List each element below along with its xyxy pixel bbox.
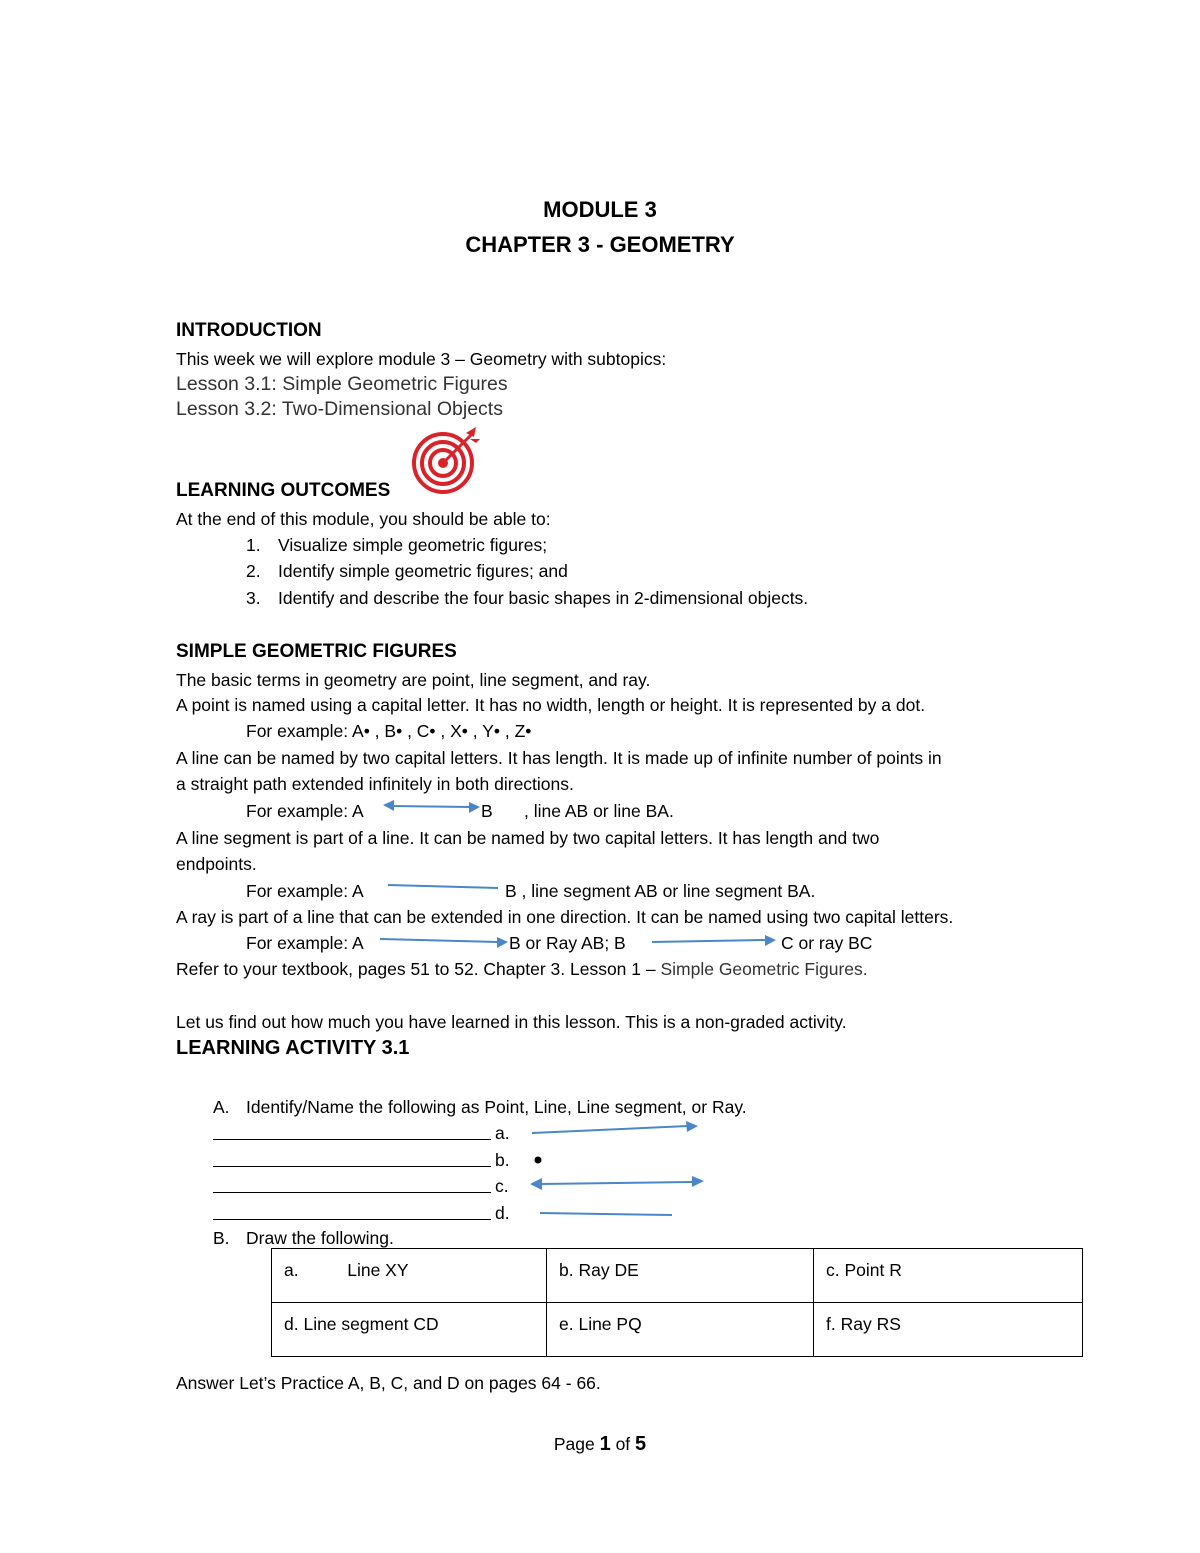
line-example-b: B — [481, 801, 493, 821]
item-a-label: a. — [495, 1123, 510, 1143]
outcome-item-1: Visualize simple geometric figures; — [278, 535, 548, 555]
part-b-instruction: Draw the following. — [246, 1228, 394, 1248]
lesson-3-2: Lesson 3.2: Two-Dimensional Objects — [176, 398, 503, 420]
page-footer — [0, 1433, 1200, 1455]
learning-outcomes-heading: LEARNING OUTCOMES — [176, 480, 391, 501]
item-a-ray-arrow — [532, 1118, 702, 1138]
ray-definition: A ray is part of a line that can be extended in one direction. It can be named using two capital letters. — [176, 907, 954, 927]
part-a-instruction: Identify/Name the following as Point, Line, Line segment, or Ray. — [246, 1097, 747, 1117]
segment-definition-1: A line segment is part of a line. It can be named by two capital letters. It has length and two — [176, 828, 880, 848]
item-d-label: d. — [495, 1203, 510, 1223]
line-definition-1: A line can be named by two capital letters. It has length. It is made up of infinite number of points in — [176, 748, 942, 768]
item-b-label: b. — [495, 1150, 510, 1170]
line-example-suffix: , line AB or line BA. — [524, 801, 674, 821]
line-ab-arrow — [383, 796, 483, 816]
module-title: MODULE 3 — [543, 197, 657, 222]
page-total: 5 — [635, 1433, 647, 1455]
textbook-reference-lesson: Simple Geometric Figures. — [655, 959, 868, 979]
answer-blank-b[interactable] — [213, 1166, 491, 1167]
answer-blank-d[interactable] — [213, 1219, 491, 1220]
draw-cell-ray-rs[interactable]: f. Ray RS — [814, 1303, 1083, 1357]
drawing-table — [271, 1248, 1083, 1357]
draw-cell-ray-de[interactable]: b. Ray DE — [547, 1249, 814, 1303]
item-c-label: c. — [495, 1176, 509, 1196]
draw-cell-point-r[interactable]: c. Point R — [814, 1249, 1083, 1303]
point-example: For example: A• , B• , C• , X• , Y• , Z• — [246, 721, 532, 741]
outcome-num-3: 3. — [246, 588, 261, 608]
draw-cell-line-xy[interactable]: a. Line XY — [272, 1249, 547, 1303]
simple-figures-heading: SIMPLE GEOMETRIC FIGURES — [176, 641, 457, 662]
target-arrow-icon — [410, 425, 482, 497]
draw-cell-line-pq[interactable]: e. Line PQ — [547, 1303, 814, 1357]
page-label: Page — [553, 1434, 595, 1454]
practice-instruction: Answer Let’s Practice A, B, C, and D on pages 64 - 66. — [176, 1373, 601, 1393]
draw-cell-segment-cd[interactable]: d. Line segment CD — [272, 1303, 547, 1357]
textbook-reference-main: Refer to your textbook, pages 51 to 52. Chapter 3. Lesson 1 – — [176, 959, 656, 979]
page-of-label: of — [615, 1434, 631, 1454]
activity-intro: Let us find out how much you have learned in this lesson. This is a non-graded activity. — [176, 1012, 847, 1032]
table-row — [272, 1249, 1083, 1303]
outcome-item-3: Identify and describe the four basic shapes in 2-dimensional objects. — [278, 588, 809, 608]
outcome-item-2: Identify simple geometric figures; and — [278, 561, 568, 581]
introduction-heading: INTRODUCTION — [176, 320, 322, 341]
item-c-line-arrow — [530, 1172, 706, 1192]
line-definition-2: a straight path extended infinitely in both directions. — [176, 774, 574, 794]
answer-blank-c[interactable] — [213, 1192, 491, 1193]
line-example-prefix: For example: A — [246, 801, 364, 821]
point-definition: A point is named using a capital letter. It has no width, length or height. It is represented by a dot. — [176, 695, 926, 715]
part-a-label: A. — [213, 1097, 230, 1117]
answer-blank-a[interactable] — [213, 1139, 491, 1140]
lesson-3-1: Lesson 3.1: Simple Geometric Figures — [176, 373, 508, 395]
outcome-num-1: 1. — [246, 535, 261, 555]
ray-example-middle: B or Ray AB; B — [509, 933, 626, 953]
introduction-text: This week we will explore module 3 – Geometry with subtopics: — [176, 349, 667, 369]
segment-example-prefix: For example: A — [246, 881, 364, 901]
item-d-segment-line — [540, 1208, 675, 1220]
chapter-title: CHAPTER 3 - GEOMETRY — [465, 232, 735, 257]
ray-example-suffix: C or ray BC — [781, 933, 873, 953]
segment-definition-2: endpoints. — [176, 854, 257, 874]
item-b-point-dot — [533, 1155, 543, 1165]
outcome-num-2: 2. — [246, 561, 261, 581]
page-current: 1 — [599, 1433, 611, 1455]
table-row — [272, 1303, 1083, 1357]
ray-bc-arrow — [652, 932, 778, 952]
segment-example-suffix: B , line segment AB or line segment BA. — [505, 881, 816, 901]
ray-ab-arrow — [380, 932, 510, 952]
basic-terms-text: The basic terms in geometry are point, line segment, and ray. — [176, 670, 651, 690]
textbook-reference — [176, 958, 868, 980]
outcomes-lead: At the end of this module, you should be able to: — [176, 509, 551, 529]
segment-ab-line — [388, 880, 500, 892]
learning-activity-heading: LEARNING ACTIVITY 3.1 — [176, 1037, 410, 1059]
ray-example-prefix: For example: A — [246, 933, 364, 953]
part-b-label: B. — [213, 1228, 230, 1248]
